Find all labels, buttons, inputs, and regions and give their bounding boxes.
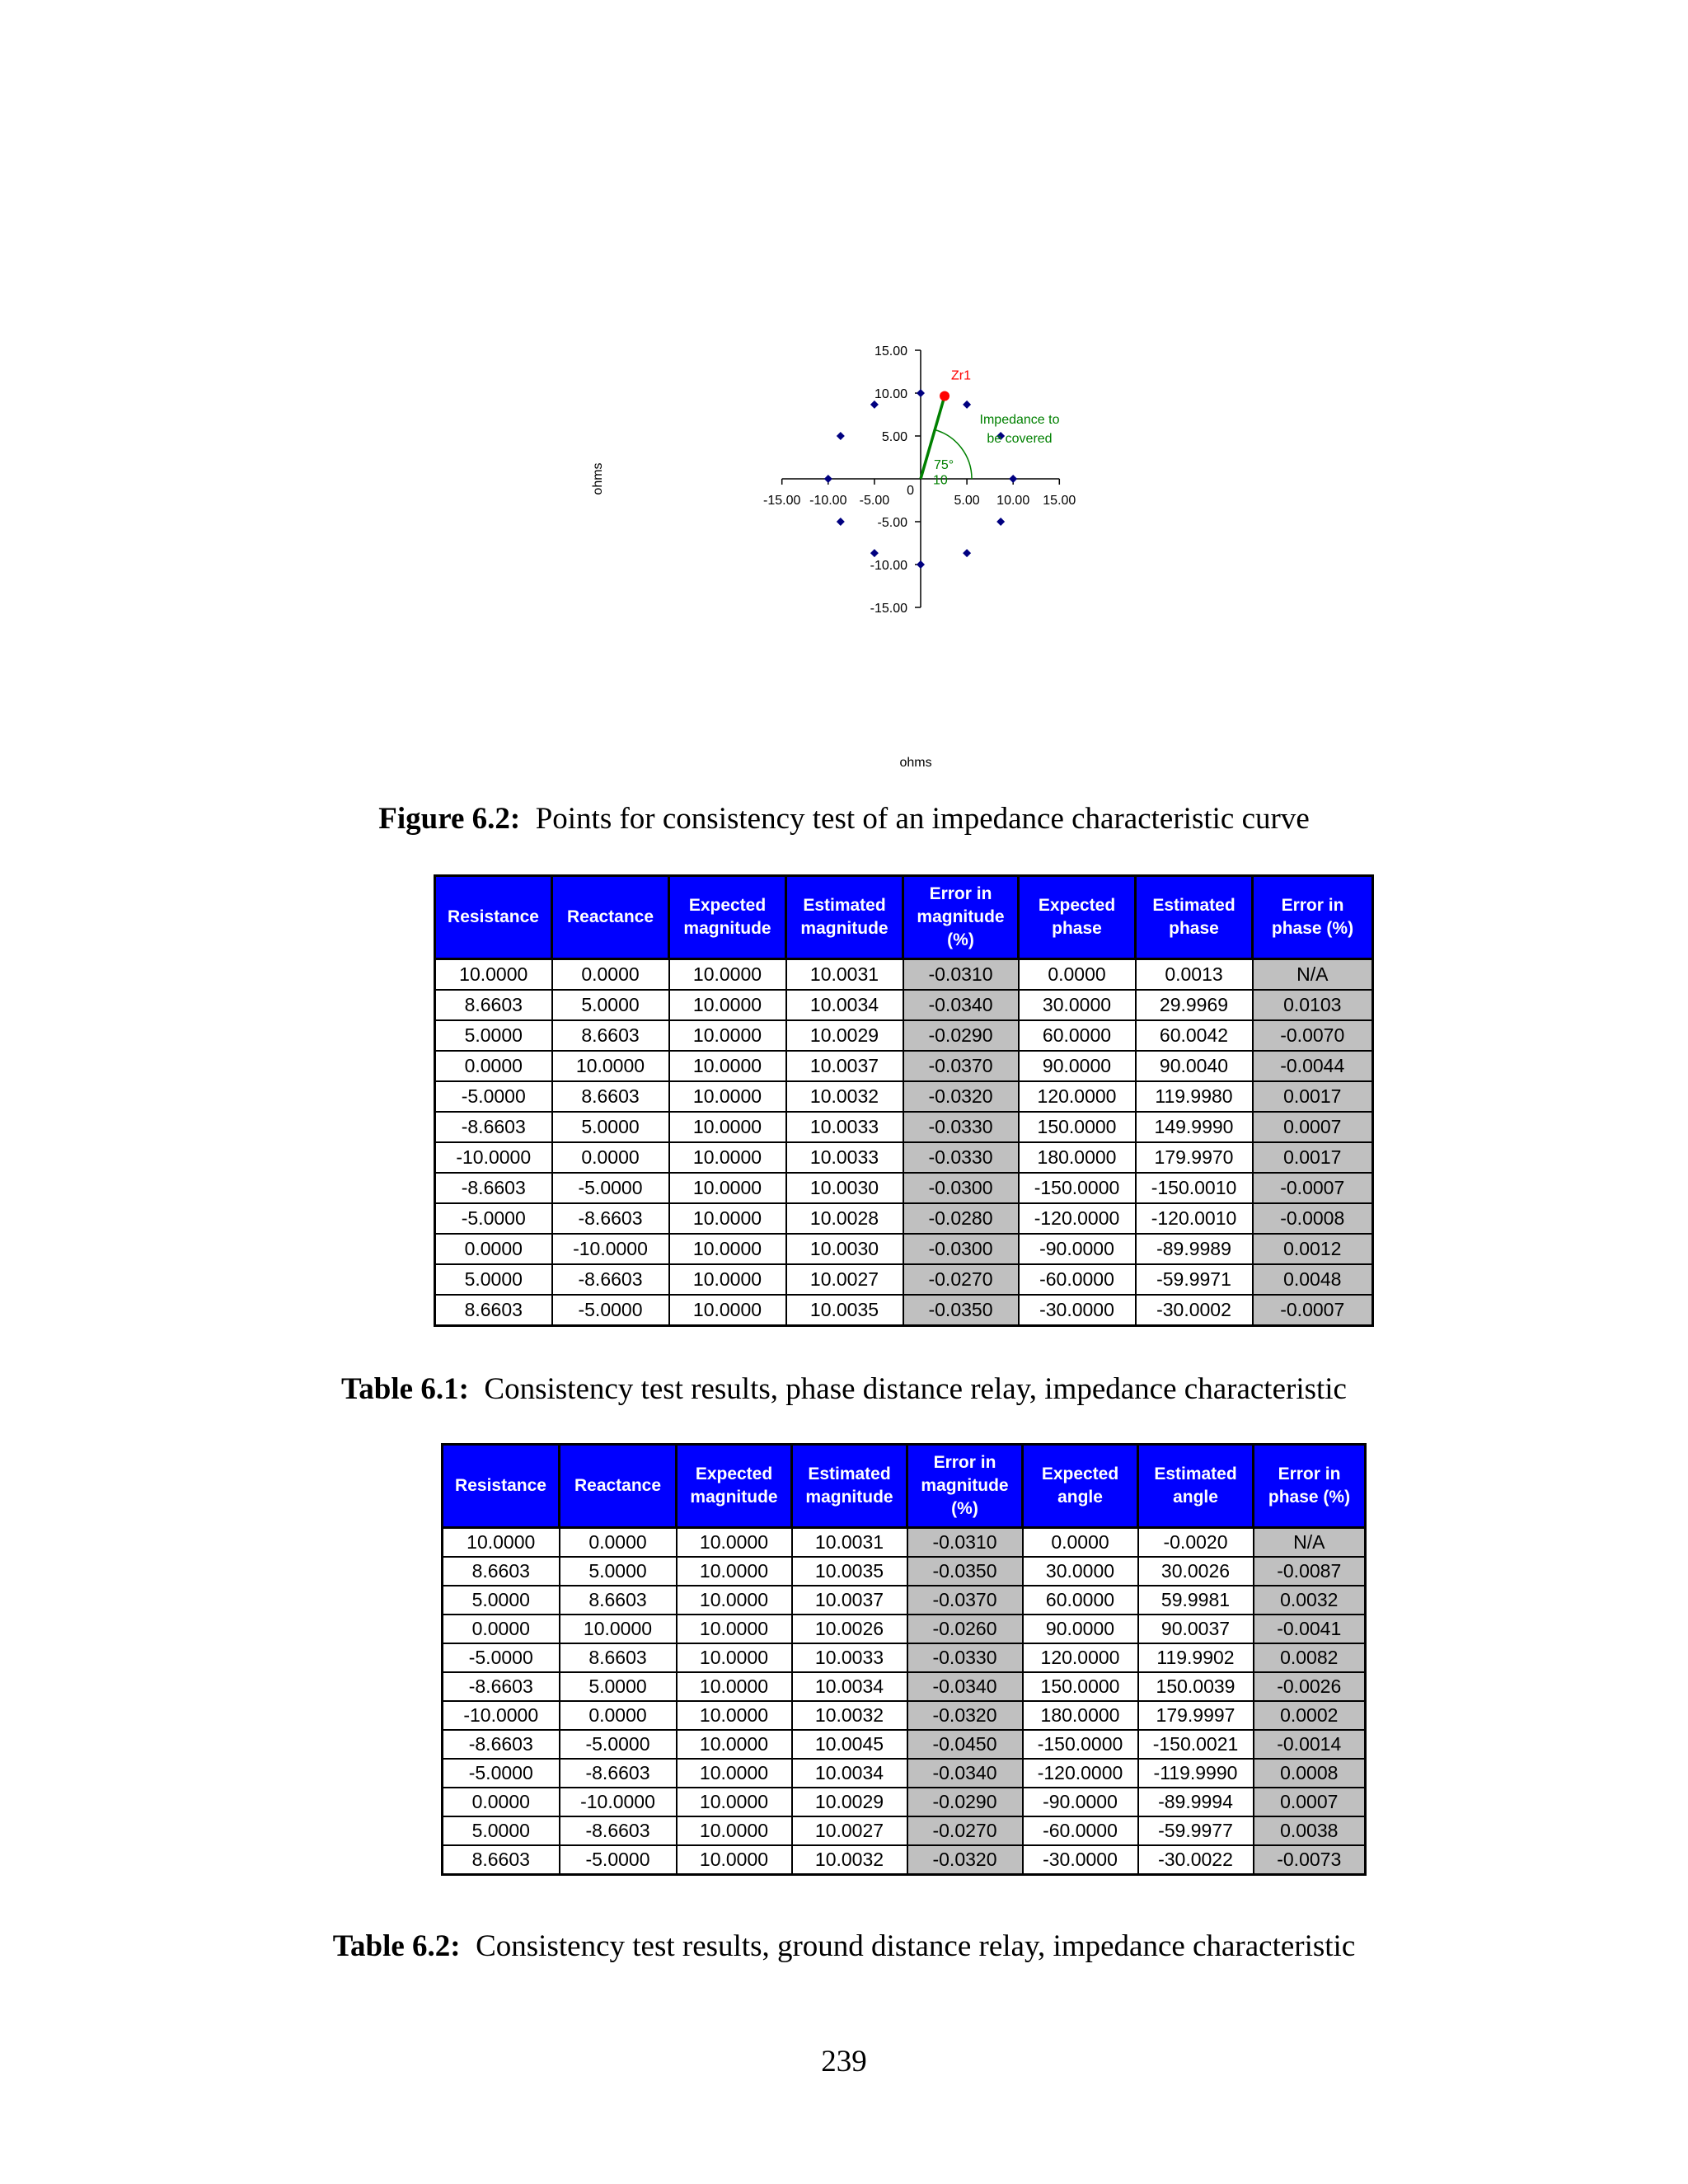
table-row (443, 1788, 1366, 1816)
column-header: Expected angle (1023, 1445, 1138, 1528)
table-cell: 0.0000 (1023, 1528, 1138, 1558)
table-cell: 0.0000 (560, 1701, 677, 1730)
table-cell: 90.0040 (1136, 1051, 1253, 1081)
table-cell: -60.0000 (1023, 1816, 1138, 1845)
column-header: Reactance (552, 876, 669, 959)
table-row (443, 1615, 1366, 1643)
table-cell: -0.0008 (1253, 1203, 1373, 1234)
table-cell: 150.0000 (1023, 1672, 1138, 1701)
data-point (870, 401, 879, 409)
table-cell: -0.0044 (1253, 1051, 1373, 1081)
table-row (443, 1643, 1366, 1672)
table-cell: 10.0027 (792, 1816, 907, 1845)
table-cell: -8.6603 (435, 1112, 552, 1142)
table-cell: -150.0000 (1023, 1730, 1138, 1759)
table-cell: 0.0008 (1254, 1759, 1366, 1788)
data-point (870, 549, 879, 557)
y-tick-label: 10.00 (874, 387, 907, 401)
column-header: Estimated magnitude (792, 1445, 907, 1528)
table-cell: 150.0000 (1019, 1112, 1136, 1142)
y-tick-label: 15.00 (874, 344, 907, 359)
table-cell: -90.0000 (1023, 1788, 1138, 1816)
table-cell: 10.0032 (792, 1701, 907, 1730)
table-cell: N/A (1254, 1528, 1366, 1558)
data-point (917, 389, 925, 397)
y-tick-label: -10.00 (870, 559, 907, 573)
table-cell: -8.6603 (552, 1264, 669, 1295)
table-cell: -0.0007 (1253, 1173, 1373, 1203)
table-cell: 59.9981 (1138, 1586, 1254, 1615)
table-cell: 10.0000 (677, 1615, 792, 1643)
table-cell: 10.0034 (792, 1759, 907, 1788)
table-row (435, 1112, 1373, 1142)
column-header: Expected magnitude (677, 1445, 792, 1528)
table-row (443, 1672, 1366, 1701)
table-cell: 0.0007 (1254, 1788, 1366, 1816)
column-header: Estimated angle (1138, 1445, 1254, 1528)
table-cell: 5.0000 (552, 1112, 669, 1142)
table-cell: 5.0000 (443, 1816, 560, 1845)
table-cell: -59.9977 (1138, 1816, 1254, 1845)
table-cell: 10.0000 (677, 1816, 792, 1845)
table-cell: -0.0450 (907, 1730, 1023, 1759)
table-header-row (443, 1445, 1366, 1528)
column-header: Expected magnitude (669, 876, 786, 959)
table-cell: -5.0000 (552, 1295, 669, 1326)
table-cell: 10.0032 (792, 1845, 907, 1875)
table-cell: 10.0000 (443, 1528, 560, 1558)
table-cell: 0.0002 (1254, 1701, 1366, 1730)
table-cell: -10.0000 (560, 1788, 677, 1816)
zr1-label: Zr1 (951, 368, 972, 383)
table-cell: 0.0017 (1253, 1081, 1373, 1112)
table-cell: 0.0048 (1253, 1264, 1373, 1295)
table-cell: -5.0000 (560, 1845, 677, 1875)
table1-caption-label: Table 6.1: (341, 1372, 469, 1406)
table-cell: -0.0320 (907, 1845, 1023, 1875)
table-row (435, 1081, 1373, 1112)
table-cell: 8.6603 (435, 1295, 552, 1326)
table-cell: -0.0007 (1253, 1295, 1373, 1326)
table-cell: 5.0000 (435, 1020, 552, 1051)
table-phase-distance-relay (434, 874, 1374, 1327)
table-cell: -0.0330 (903, 1112, 1019, 1142)
table2-caption-label: Table 6.2: (332, 1929, 461, 1963)
table-cell: -90.0000 (1019, 1234, 1136, 1264)
table-cell: -30.0002 (1136, 1295, 1253, 1326)
table-cell: 0.0032 (1254, 1586, 1366, 1615)
column-header: Estimated magnitude (786, 876, 903, 959)
table-cell: 10.0000 (435, 959, 552, 991)
table-cell: 10.0033 (786, 1142, 903, 1173)
page-number: 239 (821, 2045, 867, 2079)
table-cell: -59.9971 (1136, 1264, 1253, 1295)
y-tick-label: -5.00 (877, 516, 907, 530)
x-tick-label: -15.00 (763, 494, 801, 508)
table-cell: 10.0000 (669, 1112, 786, 1142)
table-cell: -0.0020 (1138, 1528, 1254, 1558)
table-cell: -0.0340 (903, 990, 1019, 1020)
table-cell: 149.9990 (1136, 1112, 1253, 1142)
table-cell: -89.9994 (1138, 1788, 1254, 1816)
table-cell: -119.9990 (1138, 1759, 1254, 1788)
data-point (1009, 475, 1017, 483)
x-tick-label: 15.00 (1043, 494, 1076, 508)
table-row (435, 1264, 1373, 1295)
table-cell: 8.6603 (560, 1643, 677, 1672)
table-cell: 10.0000 (669, 1173, 786, 1203)
table-cell: -30.0022 (1138, 1845, 1254, 1875)
table-cell: -89.9989 (1136, 1234, 1253, 1264)
table-cell: -30.0000 (1023, 1845, 1138, 1875)
table-cell: 10.0028 (786, 1203, 903, 1234)
table-cell: -0.0310 (903, 959, 1019, 991)
table-cell: 10.0000 (677, 1528, 792, 1558)
table-cell: 30.0000 (1023, 1557, 1138, 1586)
data-point (917, 560, 925, 569)
table-cell: 8.6603 (552, 1020, 669, 1051)
table-row (435, 1142, 1373, 1173)
table2-caption-text: Consistency test results, ground distance relay, impedance characteristic (476, 1929, 1356, 1963)
table-cell: 10.0000 (677, 1672, 792, 1701)
table-cell: 10.0000 (677, 1643, 792, 1672)
table-cell: 8.6603 (552, 1081, 669, 1112)
column-header: Error in magnitude (%) (907, 1445, 1023, 1528)
table-cell: 10.0030 (786, 1234, 903, 1264)
table-cell: 10.0037 (786, 1051, 903, 1081)
table-cell: 0.0000 (560, 1528, 677, 1558)
table-cell: 29.9969 (1136, 990, 1253, 1020)
table-row (435, 1051, 1373, 1081)
table-cell: 30.0026 (1138, 1557, 1254, 1586)
table1-caption-text: Consistency test results, phase distance relay, impedance characteristic (484, 1372, 1347, 1406)
table-cell: 8.6603 (435, 990, 552, 1020)
x-tick-label: -10.00 (809, 494, 847, 508)
table-cell: -0.0320 (903, 1081, 1019, 1112)
table-cell: 60.0000 (1023, 1586, 1138, 1615)
data-point (996, 518, 1005, 526)
table-row (443, 1845, 1366, 1875)
table-cell: -10.0000 (443, 1701, 560, 1730)
note-line1: Impedance to (979, 413, 1060, 427)
table-row (435, 1173, 1373, 1203)
table-cell: 10.0000 (677, 1557, 792, 1586)
table-cell: 120.0000 (1023, 1643, 1138, 1672)
table-cell: 90.0000 (1023, 1615, 1138, 1643)
table-cell: 10.0045 (792, 1730, 907, 1759)
table-cell: -0.0350 (907, 1557, 1023, 1586)
table-cell: -0.0370 (903, 1051, 1019, 1081)
table-cell: 10.0000 (669, 990, 786, 1020)
table-cell: -5.0000 (443, 1643, 560, 1672)
table-row (435, 1234, 1373, 1264)
table-cell: -5.0000 (560, 1730, 677, 1759)
origin-label: 0 (907, 484, 914, 498)
magnitude-label: 10 (933, 473, 948, 488)
table-row (443, 1528, 1366, 1558)
table-cell: 90.0000 (1019, 1051, 1136, 1081)
table-cell: 10.0000 (669, 1020, 786, 1051)
table-cell: -150.0010 (1136, 1173, 1253, 1203)
table-cell: 10.0000 (677, 1701, 792, 1730)
table-cell: 10.0000 (560, 1615, 677, 1643)
column-header: Resistance (443, 1445, 560, 1528)
table-row (435, 959, 1373, 991)
table-cell: 10.0000 (677, 1586, 792, 1615)
column-header: Error in phase (%) (1254, 1445, 1366, 1528)
table-cell: -5.0000 (443, 1759, 560, 1788)
table-cell: -120.0010 (1136, 1203, 1253, 1234)
table-cell: 10.0029 (786, 1020, 903, 1051)
table-cell: -0.0070 (1253, 1020, 1373, 1051)
table-cell: 10.0033 (792, 1643, 907, 1672)
table-cell: 10.0000 (677, 1730, 792, 1759)
table-cell: -0.0290 (907, 1788, 1023, 1816)
table-cell: 10.0030 (786, 1173, 903, 1203)
table-cell: -0.0310 (907, 1528, 1023, 1558)
x-axis-label: ohms (899, 756, 932, 770)
table-cell: 0.0013 (1136, 959, 1253, 991)
table-cell: 60.0000 (1019, 1020, 1136, 1051)
table-cell: 10.0000 (669, 1081, 786, 1112)
table-cell: 10.0000 (677, 1759, 792, 1788)
table-cell: -5.0000 (435, 1203, 552, 1234)
table-cell: -10.0000 (435, 1142, 552, 1173)
table-ground-distance-relay (441, 1443, 1367, 1876)
table-cell: 0.0007 (1253, 1112, 1373, 1142)
table-row (435, 1203, 1373, 1234)
data-point (837, 518, 845, 526)
table-cell: 8.6603 (560, 1586, 677, 1615)
figure-caption-text: Points for consistency test of an impedance characteristic curve (535, 802, 1310, 836)
table-cell: 10.0034 (792, 1672, 907, 1701)
table-cell: -8.6603 (560, 1816, 677, 1845)
table-row (443, 1557, 1366, 1586)
x-tick-label: 10.00 (996, 494, 1030, 508)
table-cell: 180.0000 (1023, 1701, 1138, 1730)
table-cell: 10.0027 (786, 1264, 903, 1295)
table-cell: 5.0000 (435, 1264, 552, 1295)
figure-caption (0, 801, 1688, 837)
table-cell: N/A (1253, 959, 1373, 991)
x-tick-label: -5.00 (859, 494, 890, 508)
table-cell: 10.0000 (669, 1234, 786, 1264)
table-cell: -5.0000 (435, 1081, 552, 1112)
table-cell: -0.0014 (1254, 1730, 1366, 1759)
table-cell: 90.0037 (1138, 1615, 1254, 1643)
y-tick-label: -15.00 (870, 602, 907, 616)
table-cell: -150.0021 (1138, 1730, 1254, 1759)
column-header: Expected phase (1019, 876, 1136, 959)
table-cell: -30.0000 (1019, 1295, 1136, 1326)
table-cell: 10.0035 (786, 1295, 903, 1326)
table-cell: 5.0000 (560, 1672, 677, 1701)
table-header-row (435, 876, 1373, 959)
table-cell: -60.0000 (1019, 1264, 1136, 1295)
table-row (435, 1295, 1373, 1326)
table-cell: -120.0000 (1023, 1759, 1138, 1788)
table-cell: 8.6603 (443, 1845, 560, 1875)
table-cell: -0.0340 (907, 1672, 1023, 1701)
impedance-scatter-chart (577, 198, 1236, 791)
table-cell: -8.6603 (560, 1759, 677, 1788)
table-cell: 0.0000 (443, 1615, 560, 1643)
table-row (443, 1759, 1366, 1788)
table-cell: 10.0032 (786, 1081, 903, 1112)
table-row (435, 1020, 1373, 1051)
y-axis-label: ohms (591, 462, 605, 495)
table-cell: -120.0000 (1019, 1203, 1136, 1234)
table-row (443, 1586, 1366, 1615)
table-cell: 119.9902 (1138, 1643, 1254, 1672)
table-cell: 10.0000 (669, 1203, 786, 1234)
column-header: Resistance (435, 876, 552, 959)
table-cell: 120.0000 (1019, 1081, 1136, 1112)
table-cell: 10.0026 (792, 1615, 907, 1643)
table-cell: -8.6603 (435, 1173, 552, 1203)
table1-caption (0, 1371, 1688, 1407)
table-cell: -5.0000 (552, 1173, 669, 1203)
column-header: Reactance (560, 1445, 677, 1528)
table-cell: 0.0082 (1254, 1643, 1366, 1672)
table-cell: -0.0300 (903, 1234, 1019, 1264)
table-cell: -0.0330 (907, 1643, 1023, 1672)
table-cell: -8.6603 (552, 1203, 669, 1234)
table-row (443, 1701, 1366, 1730)
y-tick-label: 5.00 (881, 430, 907, 444)
table-cell: 150.0039 (1138, 1672, 1254, 1701)
table-cell: 10.0031 (792, 1528, 907, 1558)
table-cell: -0.0340 (907, 1759, 1023, 1788)
table-cell: -0.0370 (907, 1586, 1023, 1615)
table-cell: -0.0026 (1254, 1672, 1366, 1701)
table-cell: 0.0000 (552, 959, 669, 991)
column-header: Error in phase (%) (1253, 876, 1373, 959)
table-cell: 10.0000 (669, 1142, 786, 1173)
table-cell: 0.0103 (1253, 990, 1373, 1020)
table-cell: 10.0000 (669, 1295, 786, 1326)
table-cell: 0.0000 (435, 1234, 552, 1264)
table-cell: -0.0280 (903, 1203, 1019, 1234)
table-cell: -8.6603 (443, 1730, 560, 1759)
table-cell: -0.0087 (1254, 1557, 1366, 1586)
table-cell: 0.0000 (435, 1051, 552, 1081)
table-cell: -10.0000 (552, 1234, 669, 1264)
table-cell: 30.0000 (1019, 990, 1136, 1020)
table-cell: -0.0330 (903, 1142, 1019, 1173)
table-cell: 0.0017 (1253, 1142, 1373, 1173)
table-cell: -8.6603 (443, 1672, 560, 1701)
table-cell: 10.0000 (669, 1264, 786, 1295)
table-cell: -150.0000 (1019, 1173, 1136, 1203)
table-cell: 8.6603 (443, 1557, 560, 1586)
table-cell: 60.0042 (1136, 1020, 1253, 1051)
table-cell: -0.0270 (907, 1816, 1023, 1845)
table-cell: 0.0038 (1254, 1816, 1366, 1845)
table-cell: 119.9980 (1136, 1081, 1253, 1112)
table-cell: 10.0037 (792, 1586, 907, 1615)
table-cell: -0.0350 (903, 1295, 1019, 1326)
data-point (824, 475, 832, 483)
table-cell: 10.0000 (552, 1051, 669, 1081)
table-cell: -0.0073 (1254, 1845, 1366, 1875)
table-row (443, 1816, 1366, 1845)
data-point (963, 549, 971, 557)
table-row (435, 990, 1373, 1020)
table-cell: 5.0000 (560, 1557, 677, 1586)
table-row (443, 1730, 1366, 1759)
table-cell: 10.0031 (786, 959, 903, 991)
column-header: Error in magnitude (%) (903, 876, 1019, 959)
column-header: Estimated phase (1136, 876, 1253, 959)
zr1-point (940, 391, 950, 401)
table-cell: 0.0000 (552, 1142, 669, 1173)
table-cell: -0.0320 (907, 1701, 1023, 1730)
table2-caption (0, 1929, 1688, 1964)
data-point (963, 401, 971, 409)
table-cell: 0.0012 (1253, 1234, 1373, 1264)
table-cell: 180.0000 (1019, 1142, 1136, 1173)
table-cell: 5.0000 (552, 990, 669, 1020)
table-cell: 179.9997 (1138, 1701, 1254, 1730)
table-cell: -0.0260 (907, 1615, 1023, 1643)
table-cell: -0.0041 (1254, 1615, 1366, 1643)
figure-caption-label: Figure 6.2: (378, 802, 521, 836)
table-cell: 10.0034 (786, 990, 903, 1020)
table-cell: 0.0000 (1019, 959, 1136, 991)
table-cell: -0.0300 (903, 1173, 1019, 1203)
table-cell: 10.0029 (792, 1788, 907, 1816)
table-cell: -0.0270 (903, 1264, 1019, 1295)
note-line2: be covered (987, 432, 1053, 446)
angle-label: 75° (934, 458, 954, 472)
x-tick-label: 5.00 (954, 494, 980, 508)
table-cell: 10.0000 (669, 1051, 786, 1081)
table-cell: 10.0000 (677, 1845, 792, 1875)
table-cell: 10.0033 (786, 1112, 903, 1142)
table-cell: 5.0000 (443, 1586, 560, 1615)
table-cell: 10.0000 (669, 959, 786, 991)
data-point (837, 432, 845, 440)
table-cell: 0.0000 (443, 1788, 560, 1816)
table-cell: 179.9970 (1136, 1142, 1253, 1173)
table-cell: 10.0035 (792, 1557, 907, 1586)
table-cell: 10.0000 (677, 1788, 792, 1816)
table-cell: -0.0290 (903, 1020, 1019, 1051)
